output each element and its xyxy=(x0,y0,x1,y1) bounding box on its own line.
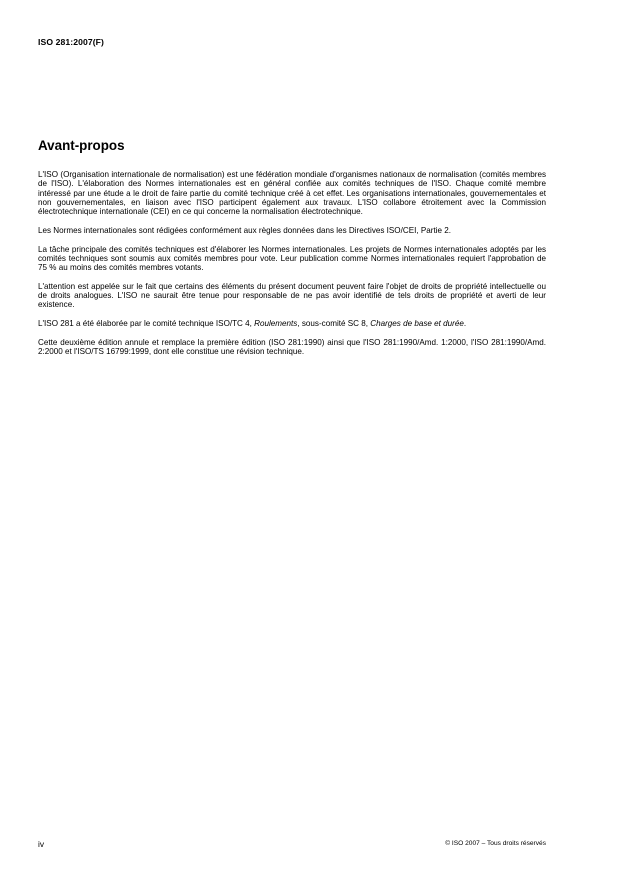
prepared-by-text-1: L'ISO 281 a été élaborée par le comité technique ISO/TC 4, xyxy=(38,319,255,329)
prepared-by-text-2: , sous-comité SC 8, xyxy=(297,319,371,329)
paragraph-drafting-rules: Les Normes internationales sont rédigées conformément aux règles données dans les Directives ISO/CEI, Partie 2. xyxy=(38,225,451,235)
foreword-body xyxy=(38,170,546,366)
document-id: ISO 281:2007(F) xyxy=(38,37,104,47)
paragraph-prepared-by xyxy=(38,319,546,328)
paragraph-patent-rights: L'attention est appelée sur le fait que certains des éléments du présent document peuvent faire l'objet de droits de propriété intellectuelle ou de droits analogues. L'ISO ne saurait être tenue pour responsable de ne pas avoir identifié de tels droits de propriété et averti de leur existence. xyxy=(38,281,546,310)
prepared-by-text-3: . xyxy=(463,319,467,329)
paragraph-edition-notice: Cette deuxième édition annule et remplace la première édition (ISO 281:1990) ainsi que l'ISO 281:1990/Amd. 1:2000, l'ISO 281:1990/Amd. 2:2000 et l'ISO/TS 16799:1999, dont elle constitue une révision technique. xyxy=(38,337,546,357)
committee-name: Roulements xyxy=(254,319,298,329)
paragraph-iso-organisation: L'ISO (Organisation internationale de normalisation) est une fédération mondiale d'organismes nationaux de normalisation (comités membres de l'ISO). L'élaboration des Normes internationales est en général confiée aux comités techniques de l'ISO. Chaque comité membre intéressé par une étude a le droit de faire partie du comité technique créé à cet effet. Les organisations internationales, gouvernementales et non gouvernementales, en liaison avec l'ISO participent également aux travaux. L'ISO collabore étroitement avec la Commission électrotechnique internationale (CEI) en ce qui concerne la normalisation électrotechnique. xyxy=(38,170,546,217)
paragraph-technical-committees: La tâche principale des comités techniques est d'élaborer les Normes internationales. Les projets de Normes internationales adoptés par les comités techniques sont soumis aux comités membres pour vote. Leur publication comme Normes internationales requiert l'approbation de 75 % au moins des comités membres votants. xyxy=(38,244,546,273)
page-number: iv xyxy=(38,839,45,849)
subcommittee-name: Charges de base et durée xyxy=(370,319,464,329)
section-title: Avant-propos xyxy=(38,138,125,153)
copyright-notice: © ISO 2007 – Tous droits réservés xyxy=(445,840,546,847)
